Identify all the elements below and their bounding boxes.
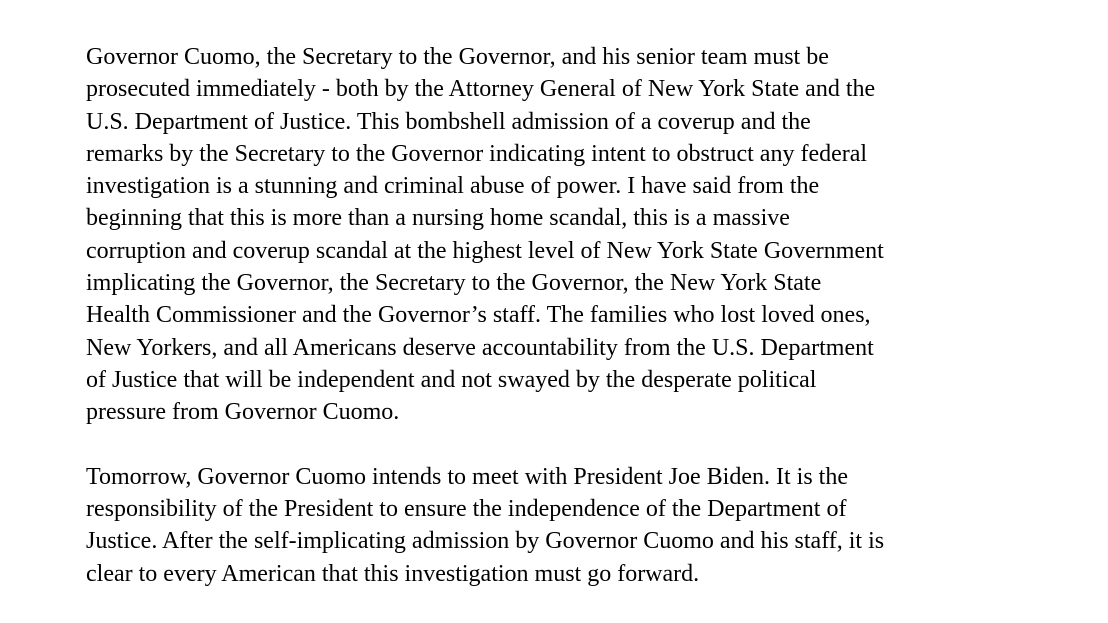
text-line: New Yorkers, and all Americans deserve accountability from the U.S. Department [86,334,874,361]
text-line: pressure from Governor Cuomo. [86,399,400,426]
text-line: clear to every American that this investigation must go forward. [86,560,700,587]
paragraph-1 [86,41,1086,429]
text-line: Governor Cuomo, the Secretary to the Governor, and his senior team must be [86,44,829,70]
text-line: responsibility of the President to ensure the independence of the Department of [86,496,847,523]
paragraph-2 [86,461,1086,590]
text-line: implicating the Governor, the Secretary to the Governor, the New York State [86,270,822,297]
text-line: Justice. After the self-implicating admission by Governor Cuomo and his staff, it is [86,528,885,555]
text-line: investigation is a stunning and criminal abuse of power. I have said from the [86,173,820,200]
document-body [86,41,1086,590]
text-line: beginning that this is more than a nursing home scandal, this is a massive [86,205,790,232]
text-line: corruption and coverup scandal at the highest level of New York State Government [86,237,884,264]
text-line: prosecuted immediately - both by the Attorney General of New York State and the [86,76,876,103]
text-line: Tomorrow, Governor Cuomo intends to meet with President Joe Biden. It is the [86,463,848,490]
text-line: remarks by the Secretary to the Governor indicating intent to obstruct any federal [86,140,868,167]
text-line: of Justice that will be independent and not swayed by the desperate political [86,366,817,393]
text-line: Health Commissioner and the Governor’s staff. The families who lost loved ones, [86,302,871,329]
paragraph-spacer [86,429,1086,461]
text-line: U.S. Department of Justice. This bombshell admission of a coverup and the [86,108,811,135]
